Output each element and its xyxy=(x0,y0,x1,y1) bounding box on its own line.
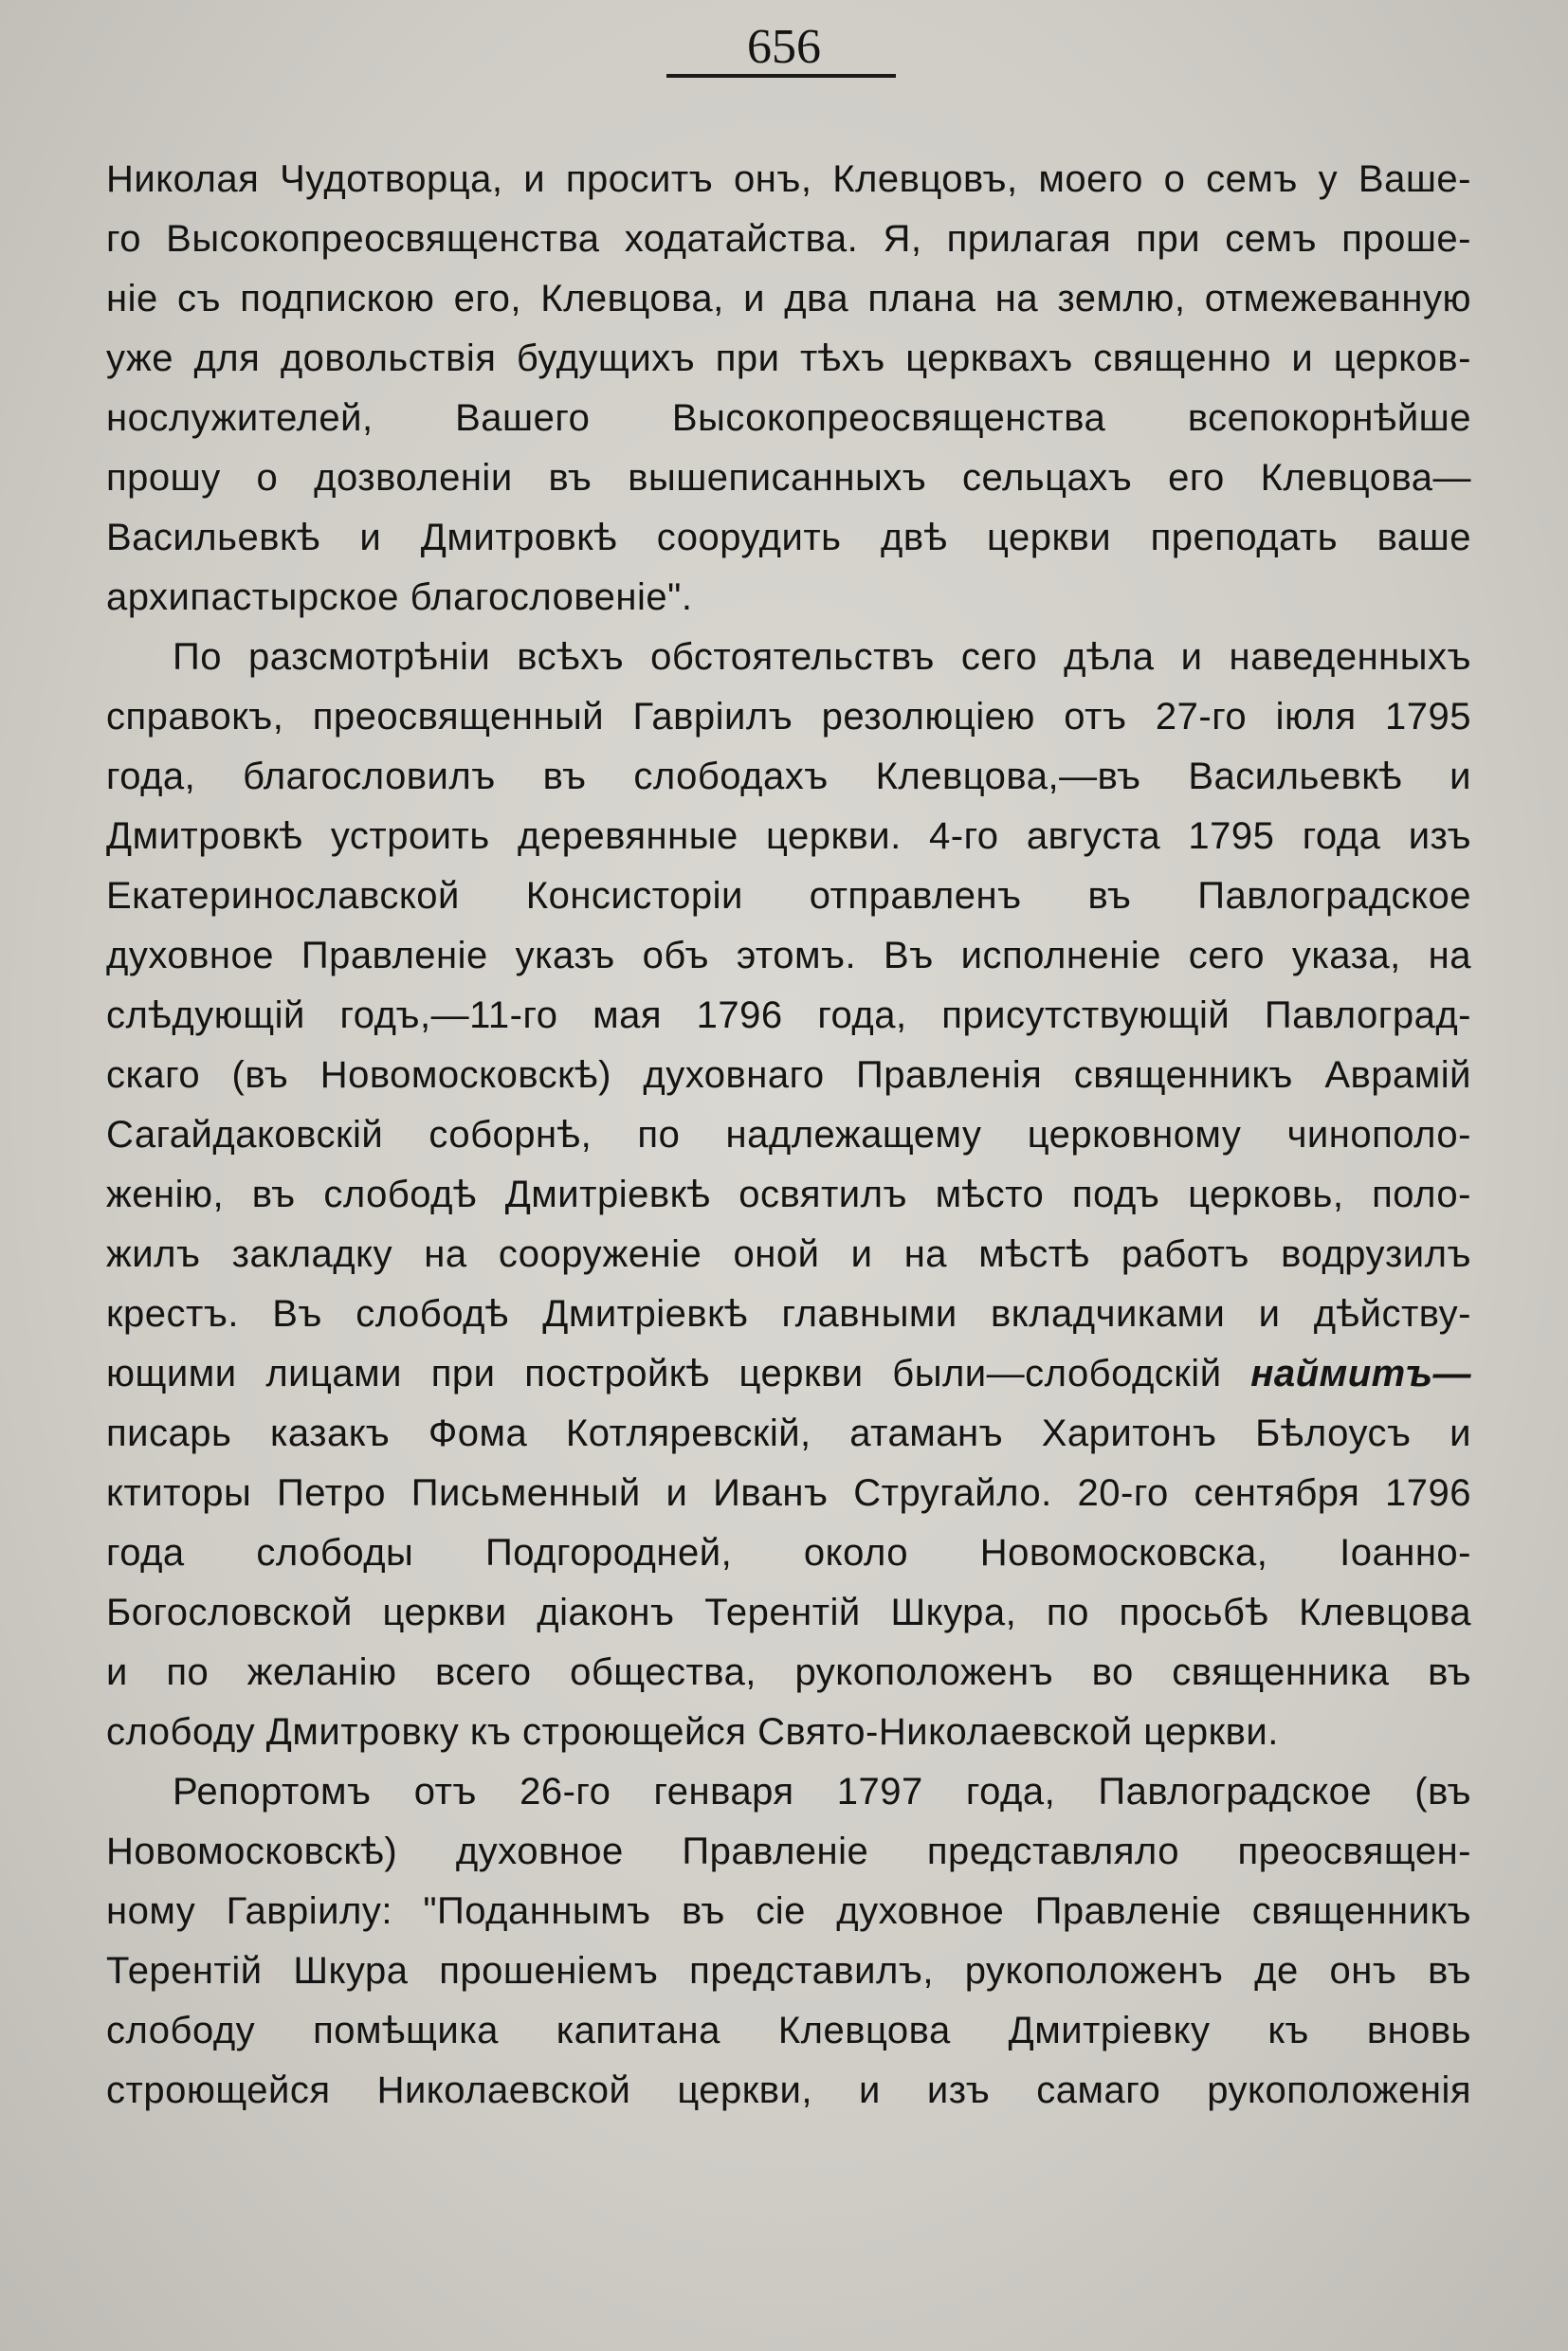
text-line: Екатеринославской Консисторіи отправленъ въ Павлоградское xyxy=(106,875,1471,917)
text-line: года слободы Подгородней, около Новомосковска, Іоанно- xyxy=(106,1532,1471,1574)
text-line: женію, въ слободѣ Дмитріевкѣ освятилъ мѣсто подъ церковь, поло- xyxy=(106,1174,1471,1215)
text-line: нослужителей, Вашего Высокопреосвященства всепокорнѣйше xyxy=(106,397,1471,439)
text-line: Новомосковскѣ) духовное Правленіе представляло преосвящен- xyxy=(106,1831,1471,1872)
text-line: жилъ закладку на сооруженіе оной и на мѣстѣ работъ водрузилъ xyxy=(106,1233,1471,1275)
italic-word: наймитъ— xyxy=(1250,1353,1471,1394)
text-line: прошу о дозволеніи въ вышеписанныхъ сельцахъ его Клевцова— xyxy=(106,457,1471,499)
text-line: Терентій Шкура прошеніемъ представилъ, рукоположенъ де онъ въ xyxy=(106,1950,1471,1992)
page-number-rule xyxy=(666,74,896,78)
paragraph-end-line: архипастырское благословеніе". xyxy=(106,576,693,618)
text-line: крестъ. Въ слободѣ Дмитріевкѣ главными вкладчиками и дѣйству- xyxy=(106,1293,1471,1335)
text-line: ному Гавріилу: "Поданнымъ въ сіе духовное Правленіе священникъ xyxy=(106,1890,1471,1932)
text-line: уже для довольствія будущихъ при тѣхъ церквахъ священно и церков- xyxy=(106,337,1471,379)
text-line: писарь казакъ Фома Котляревскій, атаманъ Харитонъ Бѣлоусъ и xyxy=(106,1412,1471,1454)
text-line: слѣдующій годъ,—11-го мая 1796 года, присутствующій Павлоград- xyxy=(106,994,1471,1036)
text-line: справокъ, преосвященный Гавріилъ резолюціею отъ 27-го іюля 1795 xyxy=(106,696,1471,738)
text-line-segment: ющими лицами при постройкѣ церкви были—слободскій xyxy=(106,1353,1222,1394)
text-line: года, благословилъ въ слободахъ Клевцова,—въ Васильевкѣ и xyxy=(106,756,1471,797)
text-line-with-italic xyxy=(106,1344,1471,1404)
text-line: и по желанію всего общества, рукоположенъ во священника въ xyxy=(106,1651,1471,1693)
body-text xyxy=(106,150,1471,2121)
text-line: го Высокопреосвященства ходатайства. Я, прилагая при семъ проше- xyxy=(106,218,1471,260)
text-line: слободу помѣщика капитана Клевцова Дмитріевку къ вновь xyxy=(106,2010,1471,2051)
text-line: Николая Чудотворца, и проситъ онъ, Клевцовъ, моего о семъ у Ваше- xyxy=(106,158,1471,200)
text-line: ніе съ подпискою его, Клевцова, и два плана на землю, отмежеванную xyxy=(106,278,1471,319)
text-line: Васильевкѣ и Дмитровкѣ соорудить двѣ церкви преподать ваше xyxy=(106,517,1471,558)
text-line: скаго (въ Новомосковскѣ) духовнаго Правленія священникъ Аврамій xyxy=(106,1054,1471,1096)
paragraph-end-line: слободу Дмитровку къ строющейся Свято-Николаевской церкви. xyxy=(106,1711,1279,1753)
text-line: Богословской церкви діаконъ Терентій Шкура, по просьбѣ Клевцова xyxy=(106,1592,1471,1633)
text-line: ктиторы Петро Письменный и Иванъ Стругайло. 20-го сентября 1796 xyxy=(106,1472,1471,1514)
text-line: строющейся Николаевской церкви, и изъ самаго рукоположенія xyxy=(106,2069,1471,2111)
paragraph-start-line: По разсмотрѣніи всѣхъ обстоятельствъ сего дѣла и наведенныхъ xyxy=(173,636,1471,678)
page-number: 656 xyxy=(747,20,821,74)
text-line: духовное Правленіе указъ объ этомъ. Въ исполненіе сего указа, на xyxy=(106,935,1471,976)
text-line: Дмитровкѣ устроить деревянные церкви. 4-го августа 1795 года изъ xyxy=(106,815,1471,857)
paragraph-start-line: Репортомъ отъ 26-го генваря 1797 года, Павлоградское (въ xyxy=(173,1771,1471,1813)
text-line: Сагайдаковскій соборнѣ, по надлежащему церковному чинополо- xyxy=(106,1114,1471,1156)
